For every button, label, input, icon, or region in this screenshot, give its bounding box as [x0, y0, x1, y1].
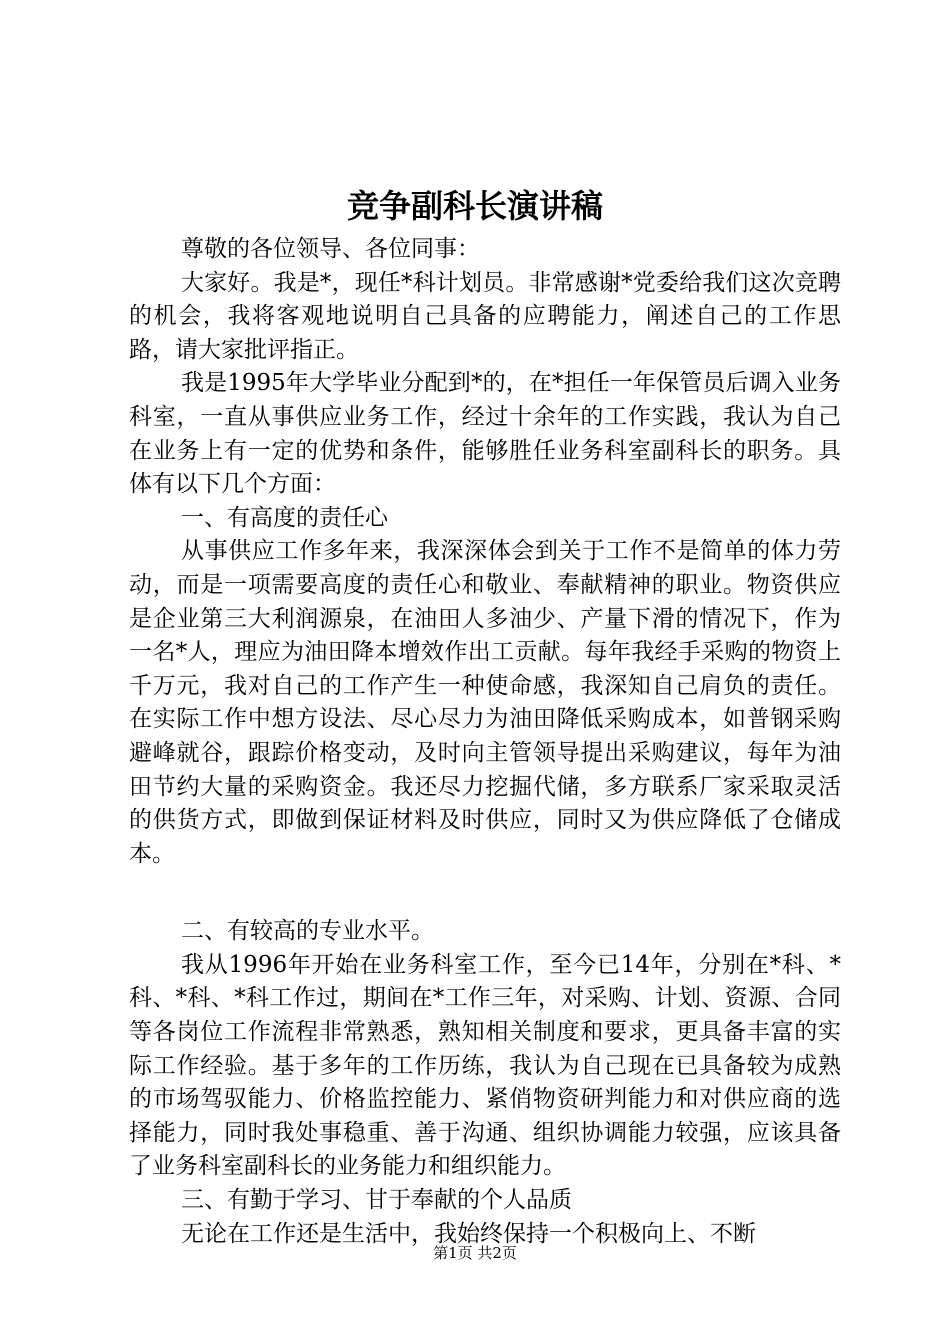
section-heading-3: 三、有勤于学习、甘于奉献的个人品质	[181, 1187, 572, 1214]
section-heading-2: 二、有较高的专业水平。	[181, 918, 434, 945]
document-title: 竞争副科长演讲稿	[346, 187, 603, 225]
paragraph-background: 我是1995年大学毕业分配到*的，在*担任一年保管员后调入业务科室，一直从事供应业务工作，经过十余年的工作实践，我认为自己在业务上有一定的优势和条件，能够胜任业务科室副科长的职务。具体有以下几个方面：	[129, 370, 841, 498]
paragraph-greeting: 大家好。我是*，现任*科计划员。非常感谢*党委给我们这次竞聘的机会，我将客观地说明自己具备的应聘能力，阐述自己的工作思路，请大家批评指正。	[129, 269, 841, 363]
paragraph-expertise: 我从1996年开始在业务科室工作，至今已14年，分别在*科、*科、*科、*科工作过，期间在*工作三年，对采购、计划、资源、合同等各岗位工作流程非常熟悉，熟知相关制度和要求，更具备丰富的实际工作经验。基于多年的工作历练，我认为自己现在已具备较为成熟的市场驾驭能力、价格监控能力、紧俏物资研判能力和对供应商的选择能力，同时我处事稳重、善于沟通、组织协调能力较强，应该具备了业务科室副科长的业务能力和组织能力。	[129, 951, 841, 1180]
page-number-footer: 第1页 共2页	[433, 1244, 517, 1262]
paragraph-salutation: 尊敬的各位领导、各位同事：	[181, 236, 480, 262]
paragraph-personal-quality: 无论在工作还是生活中，我始终保持一个积极向上、不断	[181, 1220, 756, 1247]
section-heading-1: 一、有高度的责任心	[181, 504, 388, 531]
paragraph-responsibility: 从事供应工作多年来，我深深体会到关于工作不是简单的体力劳动，而是一项需要高度的责任心和敬业、奉献精神的职业。物资供应是企业第三大利润源泉，在油田人多油少、产量下滑的情况下，作为一名*人，理应为油田降本增效作出工贡献。每年我经手采购的物资上千万元，我对自己的工作产生一种使命感，我深知自己肩负的责任。在实际工作中想方设法、尽心尽力为油田降低采购成本，如普钢采购避峰就谷，跟踪价格变动，及时向主管领导提出采购建议，每年为油田节约大量的采购资金。我还尽力挖掘代储，多方联系厂家采取灵活的供货方式，即做到保证材料及时供应，同时又为供应降低了仓储成本。	[129, 538, 841, 867]
blank-line	[129, 871, 841, 915]
document-body	[129, 233, 841, 1251]
